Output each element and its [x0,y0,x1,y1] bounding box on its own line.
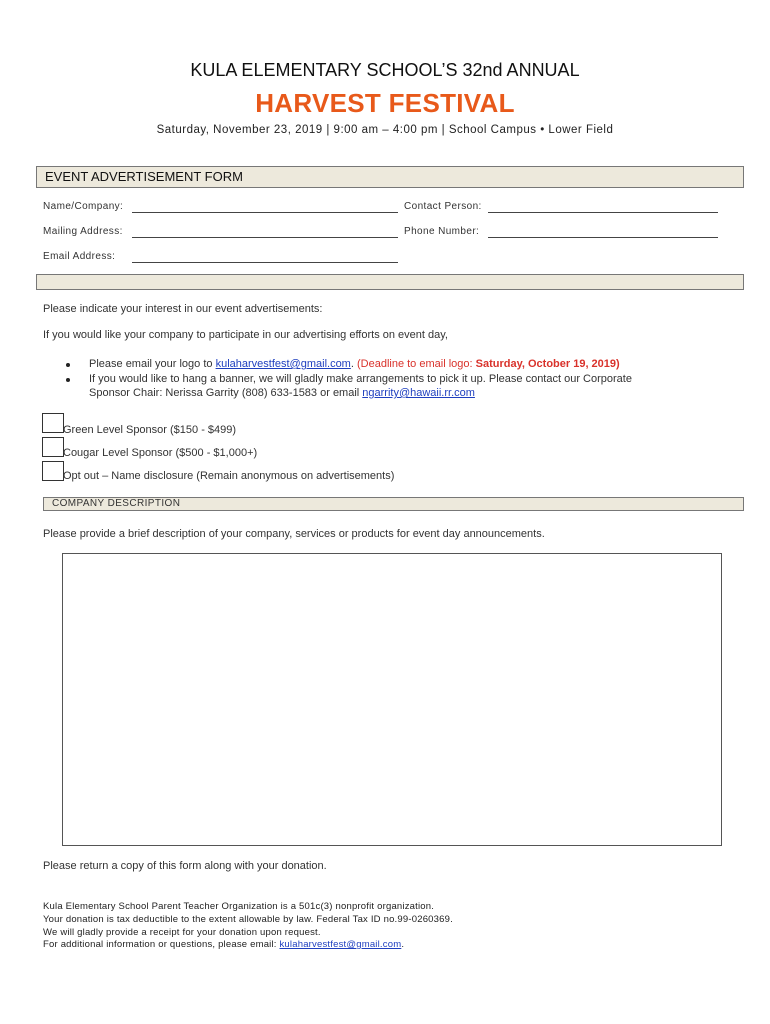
footer-period: . [401,939,405,950]
email-address-label: Email Address: [43,251,116,262]
cougar-level-label: Cougar Level Sponsor ($500 - $1,000+) [63,447,258,459]
company-description-textarea[interactable] [62,553,722,846]
company-description-prompt: Please provide a brief description of your company, services or products for event day announcements. [43,528,545,540]
phone-number-field[interactable] [488,226,718,238]
deadline-label: (Deadline to email logo: [356,358,476,370]
event-details: Saturday, November 23, 2019 | 9:00 am – 4:00 pm | School Campus • Lower Field [156,124,614,136]
interest-heading: Please indicate your interest in our event advertisements: [43,303,323,315]
footer-email-link[interactable]: kulaharvestfest@gmail.com [279,939,402,950]
footer-line-3: We will gladly provide a receipt for your donation upon request. [43,927,321,938]
bullet-text: Please email your logo to [89,358,216,370]
return-note: Please return a copy of this form along with your donation. [43,860,327,872]
green-level-checkbox[interactable] [42,413,64,433]
banner-bullet-line1: If you would like to hang a banner, we will gladly make arrangements to pick it up. Please contact our Corporate [89,373,632,385]
bullet-dot [66,378,70,382]
opt-out-label: Opt out – Name disclosure (Remain anonymous on advertisements) [63,470,395,482]
section-title: EVENT ADVERTISEMENT FORM [45,169,243,184]
opt-out-checkbox[interactable] [42,461,64,481]
email-address-field[interactable] [132,251,398,263]
interest-intro: If you would like your company to participate in our advertising efforts on event day, [43,329,448,341]
name-company-label: Name/Company: [43,201,124,212]
footer-line-4 [43,939,404,950]
mailing-address-field[interactable] [132,226,398,238]
contact-person-field[interactable] [488,201,718,213]
contact-person-label: Contact Person: [404,201,482,212]
footer-line-2: Your donation is tax deductible to the extent allowable by law. Federal Tax ID no.99-0260369. [43,914,453,925]
logo-email-link[interactable]: kulaharvestfest@gmail.com [215,358,351,370]
phone-number-label: Phone Number: [404,226,480,237]
sponsor-chair-text: Sponsor Chair: Nerissa Garrity (808) 633-1583 or email [89,387,363,399]
cougar-level-checkbox[interactable] [42,437,64,457]
school-title-line: KULA ELEMENTARY SCHOOL’S 32nd ANNUAL [190,60,580,80]
event-advertisement-form-header [36,166,744,188]
bullet-punct: . [350,358,357,370]
footer-contact-text: For additional information or questions, please email: [43,939,280,950]
sponsor-chair-email-link[interactable]: ngarrity@hawaii.rr.com [362,387,475,399]
logo-email-bullet [89,358,620,370]
name-company-field[interactable] [132,201,398,213]
banner-bullet-line2 [89,387,475,399]
green-level-label: Green Level Sponsor ($150 - $499) [63,424,237,436]
deadline-date: Saturday, October 19, 2019) [475,358,620,370]
company-description-header [43,497,744,511]
section-divider-bar [36,274,744,290]
company-section-title: COMPANY DESCRIPTION [52,498,181,509]
festival-title: HARVEST FESTIVAL [255,88,515,118]
bullet-dot [66,363,70,367]
footer-line-1: Kula Elementary School Parent Teacher Organization is a 501c(3) nonprofit organization. [43,901,435,912]
mailing-address-label: Mailing Address: [43,226,123,237]
